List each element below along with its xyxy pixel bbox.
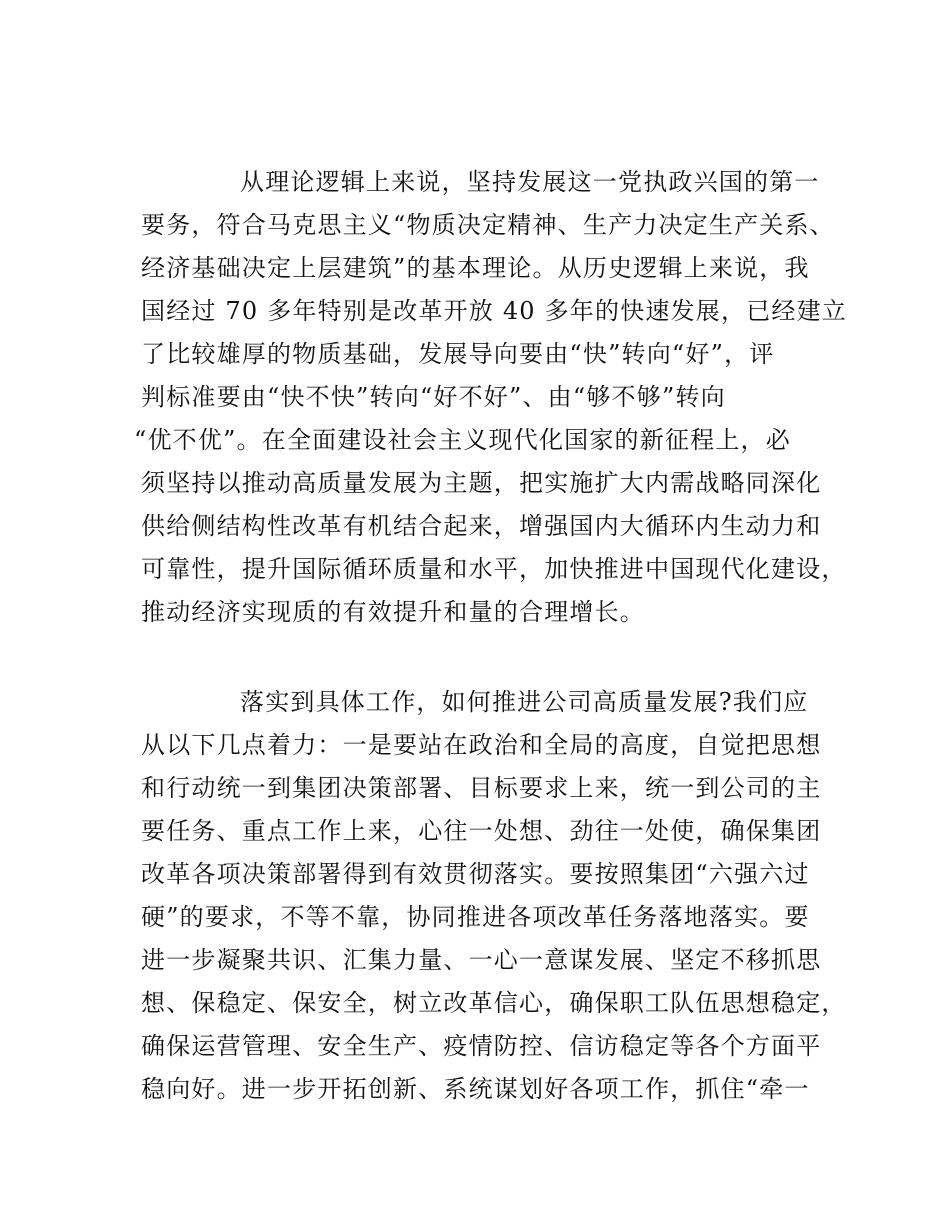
text-line: 落实到具体工作，如何推进公司高质量发展?我们应 [240,688,809,716]
text-line: 和行动统一到集团决策部署、目标要求上来，统一到公司的主 [141,774,822,802]
text-line: 国经过 70 多年特别是改革开放 40 多年的快速发展，已经建立 [141,297,847,325]
text-line: 改革各项决策部署得到有效贯彻落实。要按照集团“六强六过 [141,860,810,888]
text-line: 进一步凝聚共识、汇集力量、一心一意谋发展、坚定不移抓思 [141,946,822,974]
text-line: 供给侧结构性改革有机结合起来，增强国内大循环内生动力和 [141,512,822,540]
text-line: 可靠性，提升国际循环质量和水平，加快推进中国现代化建设， [141,555,847,583]
text-line: 了比较雄厚的物质基础，发展导向要由“快”转向“好”，评 [141,340,775,368]
text-line: 推动经济实现质的有效提升和量的合理增长。 [141,598,645,626]
text-line: 确保运营管理、安全生产、疫情防控、信访稳定等各个方面平 [141,1032,822,1060]
text-line: 硬”的要求，不等不靠，协同推进各项改革任务落地落实。要 [141,903,810,931]
text-line: 从理论逻辑上来说，坚持发展这一党执政兴国的第一 [240,168,820,196]
text-line: 须坚持以推动高质量发展为主题，把实施扩大内需战略同深化 [141,469,822,497]
text-line: 判标准要由“快不快”转向“好不好”、由“够不够”转向 [141,383,726,411]
text-line: 从以下几点着力：一是要站在政治和全局的高度，自觉把思想 [141,731,822,759]
text-line: 稳向好。进一步开拓创新、系统谋划好各项工作，抓住“牵一 [141,1075,810,1103]
text-line: 要务，符合马克思主义“物质决定精神、生产力决定生产关系、 [141,211,835,239]
text-line: 要任务、重点工作上来，心往一处想、劲往一处使，确保集团 [141,817,822,845]
text-line: “优不优”。在全面建设社会主义现代化国家的新征程上，必 [134,426,791,454]
text-line: 经济基础决定上层建筑”的基本理论。从历史逻辑上来说，我 [141,254,810,282]
text-line: 想、保稳定、保安全，树立改革信心，确保职工队伍思想稳定， [141,989,847,1017]
